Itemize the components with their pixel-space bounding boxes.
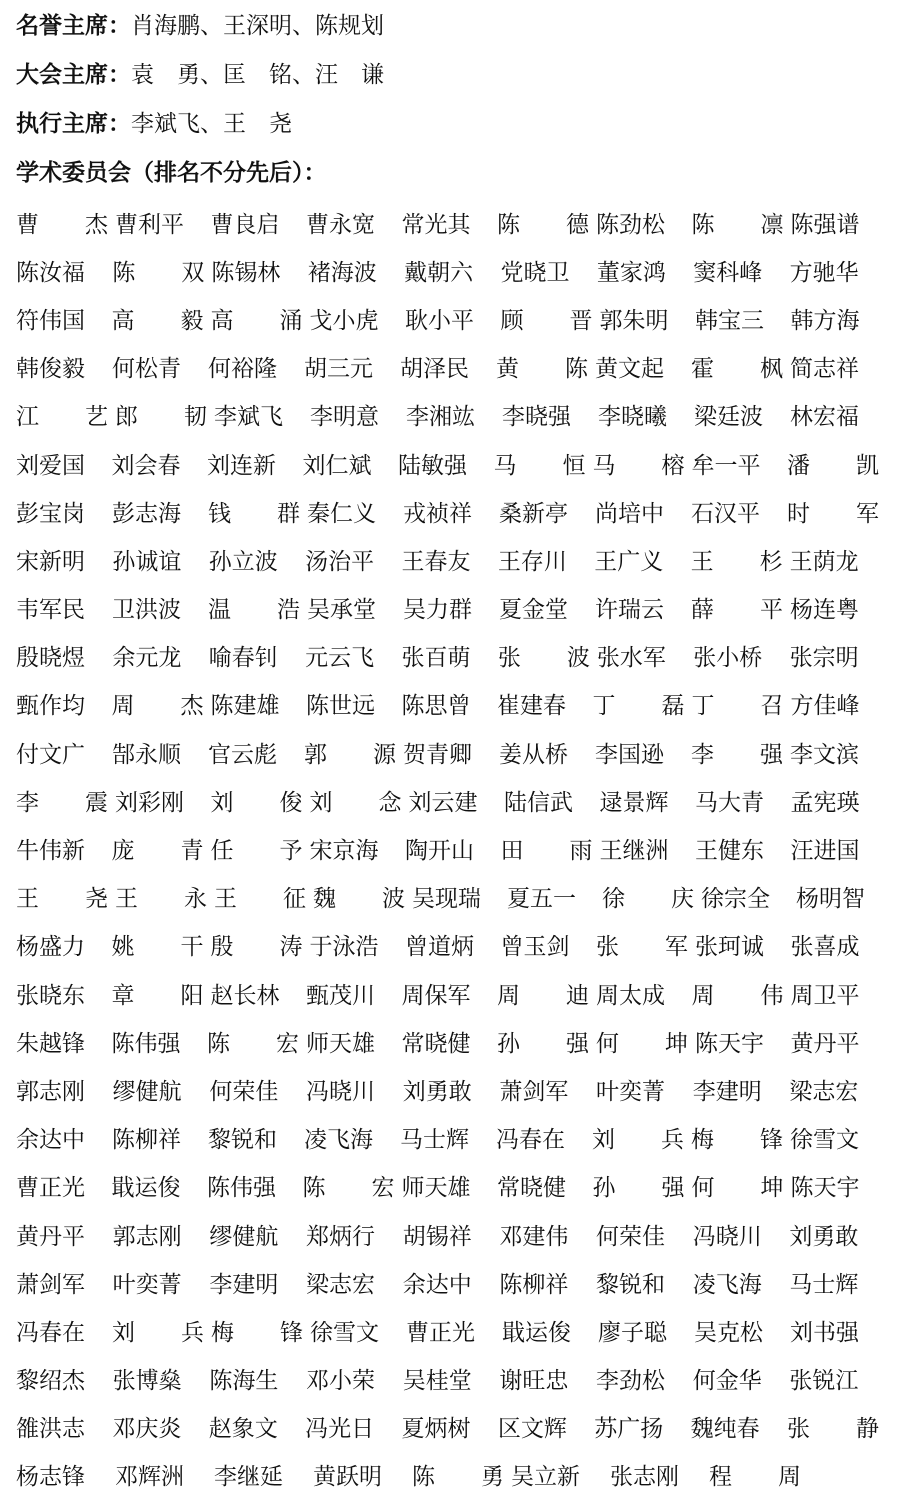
committee-member-name: 萧剑军 <box>499 1078 569 1105</box>
committee-member-name: 冯光日 <box>305 1416 375 1443</box>
honorary-chairs-value: 肖海鹏、王深明、陈规划 <box>131 13 384 39</box>
committee-member-name: 郭志刚 <box>112 1223 182 1250</box>
committee-member-name: 杨盛力 <box>16 934 85 961</box>
committee-member-name: 官云彪 <box>208 741 277 768</box>
committee-member-name: 甄作均 <box>16 693 85 720</box>
committee-member-name: 郜永顺 <box>112 741 181 768</box>
committee-member-name: 何 坤 <box>596 1030 688 1057</box>
committee-member-name: 戴朝六 <box>404 259 474 286</box>
committee-member-name: 陈 宏 <box>302 1175 395 1202</box>
committee-member-name: 黄文起 <box>595 356 664 383</box>
committee-member-name: 常晓健 <box>497 1175 566 1202</box>
committee-member-name: 胡三元 <box>304 356 373 383</box>
member-row <box>16 873 886 921</box>
committee-member-name: 李 强 <box>691 741 783 768</box>
committee-member-name: 夏金堂 <box>499 597 568 624</box>
conference-chairs-value: 袁 勇、匡 铭、汪 谦 <box>131 62 384 88</box>
committee-member-name: 孙 强 <box>592 1175 685 1202</box>
committee-member-name: 甄茂川 <box>306 982 375 1009</box>
committee-member-name: 师天雄 <box>401 1175 471 1202</box>
committee-member-name: 霍 枫 <box>691 356 783 383</box>
committee-member-name: 周 伟 <box>691 982 784 1009</box>
committee-member-name: 李 震 <box>16 789 108 816</box>
committee-member-name: 林宏福 <box>790 404 859 431</box>
committee-member-name: 张珂诚 <box>695 934 764 961</box>
committee-member-name: 郭 源 <box>304 741 396 768</box>
member-row <box>16 1065 886 1113</box>
committee-member-name: 李国逊 <box>595 741 664 768</box>
committee-member-name: 高 毅 <box>111 307 204 334</box>
committee-member-name: 邓辉洲 <box>115 1464 184 1491</box>
committee-member-name: 韦军民 <box>16 597 85 624</box>
committee-member-name: 时 军 <box>787 500 879 527</box>
committee-member-name: 王存川 <box>497 548 567 575</box>
member-row <box>16 680 886 728</box>
member-row <box>16 1306 886 1354</box>
committee-member-name: 彭宝岗 <box>16 500 85 527</box>
committee-member-name: 王春友 <box>401 548 471 575</box>
member-row <box>16 487 886 535</box>
committee-member-name: 夏炳树 <box>401 1416 471 1443</box>
member-row <box>16 1162 886 1210</box>
committee-member-name: 刘 兵 <box>112 1319 204 1346</box>
committee-member-name: 刘会春 <box>111 452 181 479</box>
committee-member-name: 殷晓煜 <box>16 645 85 672</box>
member-row <box>16 969 886 1017</box>
committee-member-name: 冯晓川 <box>306 1078 376 1105</box>
committee-member-name: 符伟国 <box>16 307 85 334</box>
committee-member-name: 简志祥 <box>790 356 859 383</box>
committee-member-name: 章 阳 <box>111 982 204 1009</box>
committee-member-name: 董家鸿 <box>596 259 666 286</box>
committee-member-name: 陈世远 <box>306 693 375 720</box>
committee-member-name: 陈强谱 <box>790 211 860 238</box>
committee-member-name: 何金华 <box>692 1368 762 1395</box>
committee-member-name: 喻春钊 <box>208 645 278 672</box>
committee-member-name: 黄 陈 <box>496 356 588 383</box>
committee-member-name: 王 征 <box>214 886 306 913</box>
committee-member-name: 缪健航 <box>112 1078 182 1105</box>
committee-member-name: 刘 兵 <box>592 1127 684 1154</box>
committee-member-name: 黎绍杰 <box>16 1368 85 1395</box>
committee-member-name: 吴桂堂 <box>402 1368 472 1395</box>
committee-member-name: 窦科峰 <box>693 259 763 286</box>
member-row <box>16 632 886 680</box>
committee-member-name: 韩俊毅 <box>16 356 85 383</box>
member-row <box>16 1017 886 1065</box>
committee-member-name: 缪健航 <box>209 1223 279 1250</box>
committee-member-name: 黎锐和 <box>596 1271 666 1298</box>
committee-member-name: 耿小平 <box>405 307 474 334</box>
committee-member-name: 杨明智 <box>796 886 865 913</box>
committee-heading: 学术委员会（排名不分先后）： <box>16 160 327 186</box>
committee-member-name: 秦仁义 <box>307 500 376 527</box>
executive-chairs-value: 李斌飞、王 尧 <box>131 111 292 137</box>
committee-member-name: 陈 双 <box>112 259 205 286</box>
member-row <box>16 824 886 872</box>
committee-member-name: 马 榕 <box>592 452 685 479</box>
committee-member-name: 温 浩 <box>208 597 300 624</box>
committee-member-name: 冯晓川 <box>692 1223 762 1250</box>
committee-member-name: 孙立波 <box>208 548 278 575</box>
committee-member-name: 张宗明 <box>789 645 859 672</box>
executive-chairs-line <box>16 100 886 149</box>
committee-member-name: 常晓健 <box>401 1030 471 1057</box>
committee-member-name: 徐 庆 <box>602 886 694 913</box>
committee-member-name: 徐宗全 <box>701 886 770 913</box>
committee-member-name: 吴承堂 <box>307 597 376 624</box>
committee-member-name: 师天雄 <box>306 1030 375 1057</box>
committee-member-name: 李湘竑 <box>406 404 475 431</box>
committee-member-name: 贺青卿 <box>403 741 472 768</box>
committee-member-name: 王 杉 <box>690 548 783 575</box>
member-row <box>16 535 886 583</box>
committee-member-name: 吴克松 <box>694 1319 763 1346</box>
committee-member-name: 雒洪志 <box>16 1416 85 1443</box>
committee-member-name: 陈 德 <box>497 211 589 238</box>
member-row <box>16 198 886 246</box>
committee-member-name: 钱 群 <box>208 500 300 527</box>
committee-member-name: 陈 宏 <box>207 1030 299 1057</box>
committee-member-name: 魏纯春 <box>690 1416 760 1443</box>
member-row <box>16 776 886 824</box>
committee-member-name: 戢运俊 <box>111 1175 181 1202</box>
committee-member-name: 李劲松 <box>596 1368 666 1395</box>
committee-member-name: 张 波 <box>497 645 590 672</box>
committee-member-name: 马士辉 <box>400 1127 469 1154</box>
committee-member-name: 陆敏强 <box>398 452 467 479</box>
committee-member-name: 陈伟强 <box>111 1030 181 1057</box>
committee-member-name: 郑炳行 <box>306 1223 376 1250</box>
committee-member-name: 于泳浩 <box>309 934 379 961</box>
committee-member-name: 陈天宇 <box>695 1030 764 1057</box>
committee-member-name: 石汉平 <box>691 500 760 527</box>
committee-member-name: 张博燊 <box>112 1368 182 1395</box>
committee-member-name: 黄跃明 <box>313 1464 382 1491</box>
committee-member-name: 王广义 <box>594 548 664 575</box>
committee-member-name: 梅 锋 <box>211 1319 303 1346</box>
committee-member-name: 吴力群 <box>403 597 472 624</box>
committee-member-name: 李继延 <box>214 1464 283 1491</box>
committee-member-name: 刘书强 <box>790 1319 859 1346</box>
committee-member-name: 王健东 <box>695 838 764 865</box>
committee-member-name: 韩方海 <box>790 307 860 334</box>
committee-member-name: 曹 杰 <box>16 211 108 238</box>
committee-member-name: 尚培中 <box>595 500 664 527</box>
member-row <box>16 1258 886 1306</box>
committee-member-name: 孙 强 <box>497 1030 589 1057</box>
committee-member-name: 黄丹平 <box>16 1223 85 1250</box>
committee-member-name: 韩宝三 <box>695 307 764 334</box>
committee-member-name: 姚 干 <box>111 934 204 961</box>
committee-member-name: 丁 磊 <box>592 693 685 720</box>
committee-member-name: 冯春在 <box>496 1127 565 1154</box>
committee-member-name: 胡锡祥 <box>402 1223 472 1250</box>
committee-member-name: 宋京海 <box>309 838 379 865</box>
member-row <box>16 246 886 294</box>
committee-member-name: 姜从桥 <box>499 741 568 768</box>
member-row <box>16 439 886 487</box>
committee-member-name: 李明意 <box>310 404 379 431</box>
committee-member-name: 何 坤 <box>691 1175 784 1202</box>
committee-member-name: 曹正光 <box>16 1175 85 1202</box>
committee-member-name: 胡泽民 <box>400 356 469 383</box>
committee-member-name: 徐雪文 <box>790 1127 859 1154</box>
committee-member-name: 曾道炳 <box>405 934 474 961</box>
committee-member-name: 余元龙 <box>112 645 182 672</box>
committee-member-name: 赵象文 <box>208 1416 278 1443</box>
committee-member-name: 顾 晋 <box>500 307 593 334</box>
committee-member-name: 陆信武 <box>504 789 573 816</box>
committee-member-name: 汪进国 <box>790 838 860 865</box>
committee-member-name: 方佳峰 <box>790 693 860 720</box>
committee-member-name: 李建明 <box>692 1078 762 1105</box>
committee-member-name: 元云飞 <box>305 645 375 672</box>
committee-member-name: 丁 召 <box>691 693 784 720</box>
member-row <box>16 728 886 776</box>
committee-member-name: 冯春在 <box>16 1319 85 1346</box>
committee-member-name: 叶奕菁 <box>112 1271 182 1298</box>
committee-member-name: 王 永 <box>115 886 207 913</box>
committee-member-name: 徐雪文 <box>310 1319 379 1346</box>
member-row <box>16 584 886 632</box>
committee-member-name: 杨连粤 <box>790 597 859 624</box>
committee-member-name: 郎 韧 <box>115 404 207 431</box>
committee-member-name: 李建明 <box>209 1271 279 1298</box>
committee-member-name: 陈思曾 <box>401 693 471 720</box>
committee-member-name: 周保军 <box>401 982 471 1009</box>
committee-member-name: 刘仁斌 <box>302 452 372 479</box>
committee-member-name: 区文辉 <box>497 1416 567 1443</box>
committee-member-name: 邓小荣 <box>306 1368 376 1395</box>
committee-member-name: 卫洪波 <box>112 597 181 624</box>
committee-member-name: 苏广扬 <box>594 1416 664 1443</box>
committee-member-name: 马士辉 <box>789 1271 859 1298</box>
committee-member-name: 周 迪 <box>497 982 589 1009</box>
committee-member-name: 李斌飞 <box>214 404 283 431</box>
committee-member-name: 刘彩刚 <box>115 789 184 816</box>
committee-member-name: 刘勇敢 <box>789 1223 859 1250</box>
committee-member-name: 陈建雄 <box>210 693 280 720</box>
committee-member-name: 汤治平 <box>305 548 375 575</box>
committee-member-name: 吴现瑞 <box>412 886 481 913</box>
committee-member-name: 江 艺 <box>16 404 108 431</box>
committee-member-name: 何裕隆 <box>208 356 277 383</box>
committee-member-name: 曹良启 <box>210 211 280 238</box>
committee-member-name: 陈 凛 <box>691 211 784 238</box>
committee-member-name: 陶开山 <box>405 838 474 865</box>
committee-member-name: 余达中 <box>402 1271 472 1298</box>
committee-member-name: 梁志宏 <box>789 1078 859 1105</box>
member-row <box>16 1403 886 1451</box>
committee-member-name: 刘 俊 <box>210 789 303 816</box>
committee-member-name: 刘勇敢 <box>402 1078 472 1105</box>
committee-member-name: 杨志锋 <box>16 1464 85 1491</box>
committee-member-name: 叶奕菁 <box>596 1078 666 1105</box>
committee-member-name: 任 予 <box>210 838 303 865</box>
committee-member-name: 牟一平 <box>691 452 761 479</box>
member-row <box>16 1355 886 1403</box>
committee-member-name: 张志刚 <box>610 1464 679 1491</box>
committee-member-name: 夏五一 <box>507 886 576 913</box>
committee-member-name: 陈 勇 <box>412 1464 504 1491</box>
member-row <box>16 294 886 342</box>
committee-member-name: 郭朱明 <box>599 307 669 334</box>
committee-member-name: 张喜成 <box>790 934 860 961</box>
committee-member-name: 刘爱国 <box>16 452 85 479</box>
committee-member-name: 梁志宏 <box>306 1271 376 1298</box>
committee-member-name: 凌飞海 <box>692 1271 762 1298</box>
committee-member-name: 张 军 <box>596 934 688 961</box>
committee-member-name: 刘连新 <box>207 452 276 479</box>
committee-member-name: 王 尧 <box>16 886 108 913</box>
committee-member-name: 曹利平 <box>115 211 184 238</box>
committee-member-name: 张百萌 <box>401 645 471 672</box>
committee-member-name: 桑新亭 <box>499 500 568 527</box>
committee-member-name: 周卫平 <box>790 982 860 1009</box>
committee-member-name: 程 周 <box>709 1464 801 1491</box>
committee-member-name: 马大青 <box>695 789 764 816</box>
committee-member-name: 陈伟强 <box>207 1175 276 1202</box>
committee-member-name: 张 静 <box>787 1416 879 1443</box>
committee-member-name: 谢旺忠 <box>499 1368 569 1395</box>
committee-member-name: 何荣佳 <box>209 1078 279 1105</box>
committee-member-name: 刘云建 <box>408 789 478 816</box>
committee-member-name: 张小桥 <box>693 645 763 672</box>
committee-member-name: 余达中 <box>16 1127 85 1154</box>
committee-member-name: 刘 念 <box>309 789 402 816</box>
committee-member-name: 吴立新 <box>511 1464 580 1491</box>
committee-member-name: 梅 锋 <box>691 1127 783 1154</box>
committee-member-name: 陈汝福 <box>16 259 85 286</box>
conference-chairs-line <box>16 51 886 100</box>
committee-member-name: 陈柳祥 <box>499 1271 569 1298</box>
committee-member-name: 陈海生 <box>209 1368 279 1395</box>
committee-member-name: 逯景辉 <box>599 789 669 816</box>
committee-member-name: 宋新明 <box>16 548 85 575</box>
committee-member-name: 崔建春 <box>497 693 566 720</box>
committee-member-name: 许瑞云 <box>595 597 664 624</box>
committee-member-name: 廖子聪 <box>598 1319 667 1346</box>
committee-member-name: 戢运俊 <box>502 1319 571 1346</box>
committee-member-name: 李文滨 <box>790 741 859 768</box>
committee-member-name: 褚海波 <box>307 259 377 286</box>
executive-chairs-label: 执行主席： <box>16 111 131 137</box>
committee-member-name: 王继洲 <box>599 838 669 865</box>
document-page <box>16 0 886 1499</box>
committee-member-name: 凌飞海 <box>304 1127 373 1154</box>
honorary-chairs-line <box>16 2 886 51</box>
member-row <box>16 1210 886 1258</box>
committee-member-name: 常光其 <box>401 211 471 238</box>
committee-member-name: 庞 青 <box>111 838 204 865</box>
committee-member-name: 孙诚谊 <box>112 548 182 575</box>
committee-member-name: 田 雨 <box>500 838 593 865</box>
committee-member-name: 张晓东 <box>16 982 85 1009</box>
committee-member-name: 赵长林 <box>210 982 280 1009</box>
committee-member-name: 李晓曦 <box>598 404 667 431</box>
committee-member-name: 郭志刚 <box>16 1078 85 1105</box>
honorary-chairs-label: 名誉主席： <box>16 13 131 39</box>
conference-chairs-label: 大会主席： <box>16 62 131 88</box>
committee-member-name: 张水军 <box>596 645 666 672</box>
committee-member-name: 戎祯祥 <box>403 500 472 527</box>
committee-member-name: 邓建伟 <box>499 1223 569 1250</box>
member-row <box>16 343 886 391</box>
committee-member-name: 陈劲松 <box>596 211 665 238</box>
committee-member-name: 高 涌 <box>210 307 303 334</box>
committee-member-name: 曹正光 <box>406 1319 475 1346</box>
committee-member-list <box>16 198 886 1499</box>
committee-member-name: 陈锡林 <box>211 259 281 286</box>
committee-member-name: 梁廷波 <box>694 404 763 431</box>
committee-member-name: 邓庆炎 <box>112 1416 182 1443</box>
committee-member-name: 王荫龙 <box>789 548 859 575</box>
committee-member-name: 萧剑军 <box>16 1271 85 1298</box>
committee-member-name: 黎锐和 <box>208 1127 277 1154</box>
committee-member-name: 戈小虎 <box>309 307 379 334</box>
committee-heading-line <box>16 149 886 198</box>
committee-member-name: 李晓强 <box>502 404 571 431</box>
committee-member-name: 曹永宽 <box>306 211 375 238</box>
committee-member-name: 潘 凯 <box>787 452 879 479</box>
committee-member-name: 彭志海 <box>112 500 181 527</box>
committee-member-name: 张锐江 <box>789 1368 859 1395</box>
committee-member-name: 党晓卫 <box>500 259 570 286</box>
committee-member-name: 周 杰 <box>111 693 204 720</box>
committee-member-name: 陈天宇 <box>790 1175 860 1202</box>
committee-member-name: 薛 平 <box>691 597 783 624</box>
member-row <box>16 391 886 439</box>
committee-member-name: 牛伟新 <box>16 838 85 865</box>
committee-member-name: 马 恒 <box>493 452 586 479</box>
committee-member-name: 魏 波 <box>313 886 405 913</box>
committee-member-name: 孟宪瑛 <box>790 789 860 816</box>
committee-member-name: 付文广 <box>16 741 85 768</box>
committee-member-name: 何荣佳 <box>596 1223 666 1250</box>
committee-member-name: 朱越锋 <box>16 1030 85 1057</box>
committee-member-name: 殷 涛 <box>210 934 303 961</box>
member-row <box>16 1451 886 1499</box>
committee-member-name: 陈柳祥 <box>112 1127 181 1154</box>
committee-member-name: 周太成 <box>596 982 665 1009</box>
committee-member-name: 黄丹平 <box>790 1030 860 1057</box>
member-row <box>16 1114 886 1162</box>
committee-member-name: 何松青 <box>112 356 181 383</box>
committee-member-name: 曾玉剑 <box>500 934 570 961</box>
committee-member-name: 方驰华 <box>789 259 859 286</box>
member-row <box>16 921 886 969</box>
